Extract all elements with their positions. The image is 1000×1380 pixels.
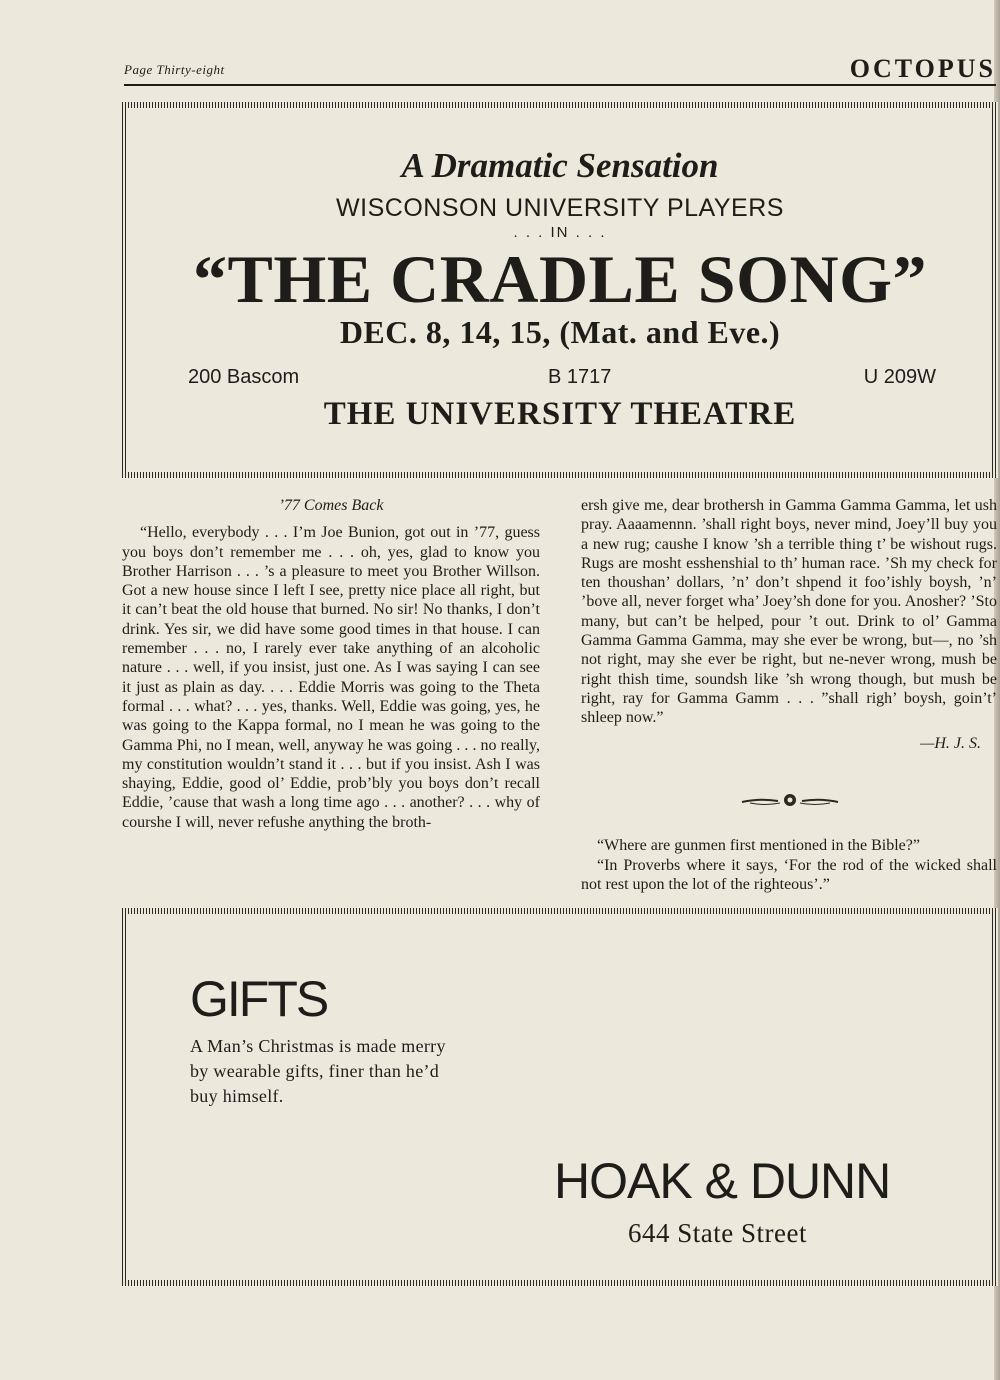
phone-u: U 209W [863,366,936,388]
play-title: “THE CRADLE SONG” [193,241,927,317]
joke-question: “Where are gunmen first mentioned in the Bible?” [597,837,920,854]
firm-address: 644 State Street [628,1218,807,1248]
venue: THE UNIVERSITY THEATRE [323,396,797,432]
ad-in: . . . IN . . . [513,224,607,241]
gifts-title: GIFTS [190,971,328,1027]
article-title: ’77 Comes Back [278,497,384,514]
masthead: OCTOPUS [849,54,996,83]
play-dates: DEC. 8, 14, 15, (Mat. and Eve.) [339,314,781,350]
article-column-right [581,496,997,753]
ad-players: WISCONSON UNIVERSITY PLAYERS [336,194,784,222]
article-column-left [122,496,540,832]
firm-name: HOAK & DUNN [554,1153,891,1209]
page-number: Page Thirty-eight [124,62,225,77]
gifts-ad [122,908,998,1286]
ad-tagline: A Dramatic Sensation [401,146,719,185]
header-rule [124,84,996,86]
article-body-right: ersh give me, dear brothersh in Gamma Gamma Gamma, let ush pray. Aaaamennn. ’shall right boys, never mind, Joey’ll buy you a new rug; caushe I know ’sh a terrible thing t’ be wishout rugs. Rugs are mosht esshenshial to th’ human race. ’Sh my check for ten thoushan’ dollars, ’n’ don’t shpend it foo’ishly boysh, ’n’ ’bove all, never forget wha’ Joey’sh done for you. Anosher? ’Sto many, but can’t be helped, pour ’t out. Drink to ol’ Gamma Gamma Gamma Gamma, may she ever be wrong, but—, no ’sh not right, may she ever be right, but ne-never wrong, mush be right thish time, soundsh like ’sh wrong though, but mush be right, ray for Gamma Gamm . . . ”shall righ’ boysh, goin’t’ shleep now.” [581,497,997,727]
joke [581,836,997,895]
article-body-left: “Hello, everybody . . . I’m Joe Bunion, got out in ’77, guess you boys don’t remember me . . . oh, yes, glad to know you Brother Harrison . . . ’s a pleasure to meet you Brother Willson. Got a new house since I left I see, pretty nice place all right, but it can’t beat the old house that burned. No sir! No thanks, I don’t drink. Yes sir, we did have some good times in that house. I can remember . . . no, I rarely ever take anything of an alcoholic nature . . . well, if you insist, just one. As I was saying I can see it just as plain as day. . . . Eddie Morris was going to the Theta formal . . . what? . . . yes, thanks. Well, Eddie was going, yes, he was going to the Kappa formal, no I mean he was going to the Gamma Phi, no I mean, well, anyway he was going . . . no really, my constitution wouldn’t stand it . . . but if you insist. Ash I was shaying, Eddie, good ol’ Eddie, prob’bly you boys don’t recall Eddie, ’cause that wash a long time ago . . . another? . . . why of courshe I will, never refushe anything the broth- [122,524,540,831]
article-signature: —H. J. S. [920,734,981,752]
joke-answer: “In Proverbs where it says, ‘For the rod of the wicked shall not rest upon the lot of the righteous’.” [581,856,997,893]
ornament-divider [740,790,840,810]
phone-b: B 1717 [548,366,612,388]
phone-bascom: 200 Bascom [188,366,300,388]
theatre-ad [122,102,998,478]
gifts-copy: A Man’s Christmas is made merry by wearable gifts, finer than he’d buy himself. [190,1036,446,1106]
